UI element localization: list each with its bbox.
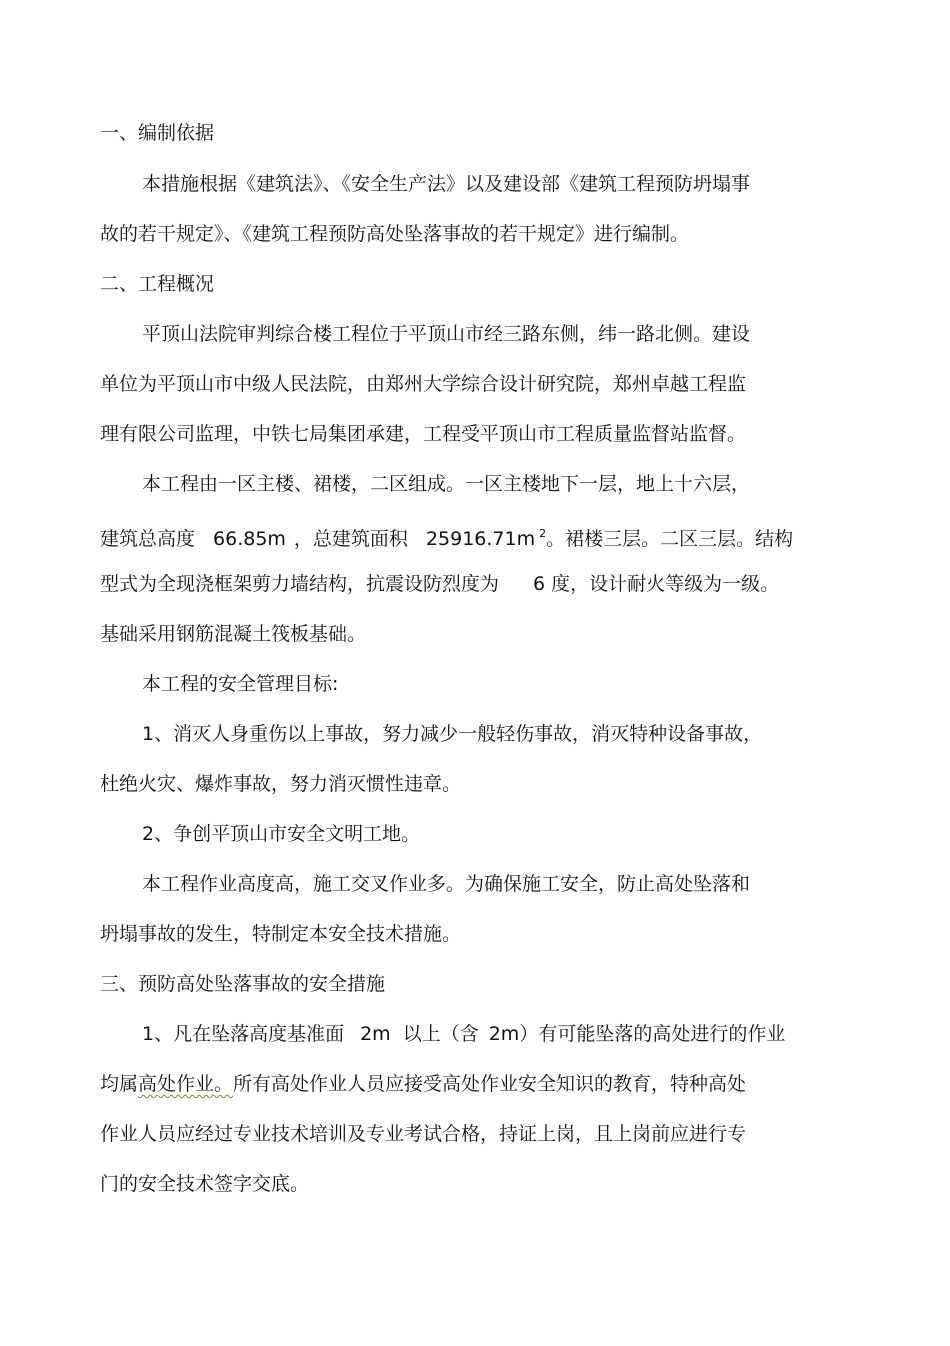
paragraph-line: 基础采用钢筋混凝土筏板基础。	[100, 623, 367, 645]
text-run: 型式为全现浇框架剪力墙结构，抗震设防烈度为	[100, 573, 500, 595]
paragraph-line	[100, 1071, 746, 1097]
paragraph-line: 本工程作业高度高，施工交叉作业多。为确保施工安全，防止高处坠落和	[142, 873, 751, 895]
text-run: ，总建筑面积	[293, 528, 408, 550]
seismic-intensity-value: 6	[533, 573, 546, 595]
text-run: 1、凡在坠落高度基准面	[142, 1023, 345, 1045]
list-item: 2、争创平顶山市安全文明工地。	[142, 823, 421, 845]
paragraph-line: 坍塌事故的发生，特制定本安全技术措施。	[100, 923, 462, 945]
spellcheck-underlined-text: 高处作业。	[138, 1073, 234, 1095]
paragraph-line	[100, 571, 779, 597]
paragraph-line: 平顶山法院审判综合楼工程位于平顶山市经三路东侧，纬一路北侧。建设	[142, 323, 751, 345]
paragraph-line: 单位为平顶山市中级人民法院，由郑州大学综合设计研究院，郑州卓越工程监	[100, 373, 747, 395]
text-run: 。裙楼三层。二区三层。结构	[546, 528, 794, 550]
heading-compilation-basis: 一、编制依据	[100, 122, 215, 144]
text-run: 以上（含	[402, 1023, 479, 1045]
height-value: 2m	[360, 1023, 391, 1045]
paragraph-line: 本措施根据《建筑法》、《安全生产法》以及建设部《建筑工程预防坍塌事	[142, 173, 751, 195]
paragraph-line	[100, 521, 794, 550]
paragraph-line: 故的若干规定》、《建筑工程预防高处坠落事故的若干规定》进行编制。	[100, 223, 690, 245]
text-run: 度，设计耐火等级为一级。	[551, 573, 780, 595]
paragraph-line: 门的安全技术签字交底。	[100, 1173, 310, 1195]
text-run: 所有高处作业人员应接受高处作业安全知识的教育，特种高处	[233, 1073, 747, 1095]
building-height-value: 66.85m	[213, 528, 286, 550]
paragraph-line: 杜绝火灾、爆炸事故，努力消灭惯性违章。	[100, 773, 462, 795]
paragraph-line: 理有限公司监理，中铁七局集团承建，工程受平顶山市工程质量监督站监督。	[100, 423, 747, 445]
text-run: 建筑总高度	[100, 528, 196, 550]
building-area-value: 25916.71m	[425, 528, 536, 550]
list-item: 1、消灭人身重伤以上事故，努力减少一般轻伤事故，消灭特种设备事故，	[142, 723, 763, 745]
height-value: 2m	[488, 1023, 520, 1045]
paragraph-line: 本工程由一区主楼、裙楼，二区组成。一区主楼地下一层，地上十六层，	[142, 473, 751, 495]
text-run: ）有可能坠落的高处进行的作业	[519, 1023, 786, 1045]
text-run: 均属	[100, 1073, 139, 1095]
superscript: 2	[539, 527, 547, 540]
paragraph-line: 作业人员应经过专业技术培训及专业考试合格，持证上岗，且上岗前应进行专	[100, 1123, 747, 1145]
heading-fall-prevention-measures: 三、预防高处坠落事故的安全措施	[100, 973, 386, 995]
paragraph-line: 本工程的安全管理目标:	[142, 673, 339, 695]
heading-project-overview: 二、工程概况	[100, 273, 215, 295]
list-item	[142, 1021, 785, 1047]
